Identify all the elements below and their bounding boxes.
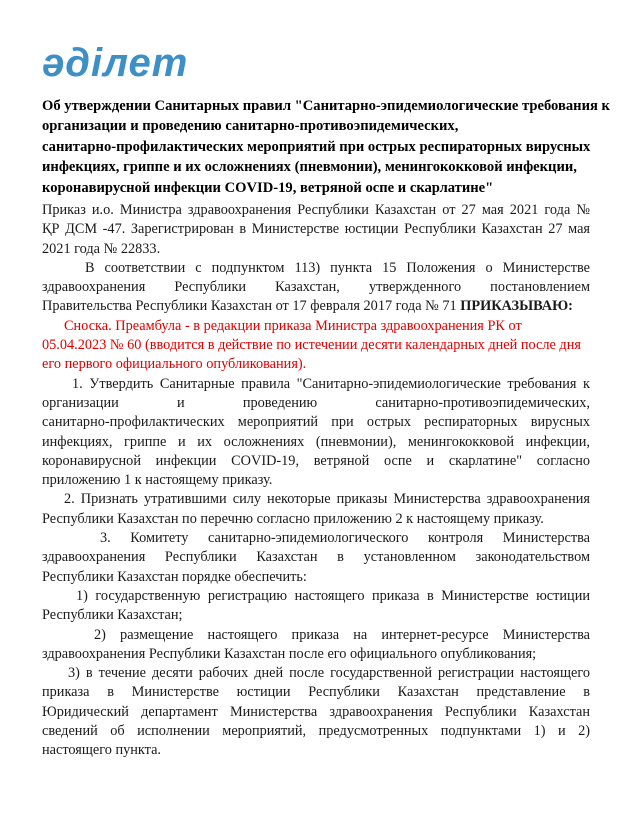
footnote-line: Сноска. Преамбула - в редакции приказа Министра здравоохранения РК от xyxy=(64,317,522,334)
order-info-line: ҚР ДСМ -47. Зарегистрирован в Министерстве юстиции Республики Казахстан 27 мая xyxy=(42,221,590,238)
subitem-2-line: здравоохранения Республики Казахстан после его официального опубликования; xyxy=(42,645,537,662)
subitem-3 xyxy=(42,664,590,760)
subitem-1-line: 1) государственную регистрацию настоящего приказа в Министерстве юстиции xyxy=(76,587,590,604)
item-1-line: организации и проведению санитарно-противоэпидемических, xyxy=(42,394,590,411)
item-1-line: приложению 1 к настоящему приказу. xyxy=(42,472,273,489)
title-line: инфекциях, гриппе и их осложнениях (пневмонии), менингококковой инфекции, xyxy=(42,159,577,176)
subitem-3-line: 3) в течение десяти рабочих дней после государственной регистрации настоящего xyxy=(68,665,590,682)
document-title xyxy=(42,96,610,198)
item-3-line: 3. Комитету санитарно-эпидемиологического контроля Министерства xyxy=(100,530,590,547)
item-1 xyxy=(42,375,590,491)
preamble-line: В соответствии с подпунктом 113) пункта 15 Положения о Министерстве xyxy=(85,259,590,276)
subitem-2 xyxy=(42,626,590,665)
footnote-line: 05.04.2023 № 60 (вводится в действие по истечении десяти календарных дней после дня xyxy=(42,337,581,354)
item-1-line: санитарно-профилактических мероприятий при острых респираторных вирусных xyxy=(42,414,590,431)
adilet-logo xyxy=(42,38,188,88)
preamble-line: Правительства Республики Казахстан от 17 февраля 2017 года № 71 xyxy=(42,298,457,315)
subitem-1-line: Республики Казахстан; xyxy=(42,607,183,624)
item-3-line: здравоохранения Республики Казахстан в установленном законодательством xyxy=(42,549,590,566)
subitem-1 xyxy=(42,587,590,626)
logo-text: әділет xyxy=(42,41,189,85)
document-body xyxy=(42,201,590,761)
title-line: Об утверждении Санитарных правил "Санитарно-эпидемиологические требования к xyxy=(42,98,610,114)
subitem-2-line: 2) размещение настоящего приказа на интернет-ресурсе Министерства xyxy=(94,626,590,643)
preamble-last-line xyxy=(42,297,590,316)
order-info-line: Приказ и.о. Министра здравоохранения Республики Казахстан от 27 мая 2021 года № xyxy=(42,202,590,218)
footnote-line: его первого официального опубликования). xyxy=(42,356,307,373)
item-1-line: инфекциях, гриппе и их осложнениях (пневмонии), менингококковой инфекции, xyxy=(42,433,590,450)
order-info-line: 2021 года № 22833. xyxy=(42,240,161,257)
item-3 xyxy=(42,529,590,587)
preamble xyxy=(42,259,590,317)
item-2-line: 2. Признать утратившими силу некоторые приказы Министерства здравоохранения xyxy=(64,491,590,508)
title-line: организации и проведению санитарно-противоэпидемических, xyxy=(42,118,459,135)
title-line: коронавирусной инфекции COVID-19, ветряной оспе и скарлатине" xyxy=(42,179,494,196)
item-2-line: Республики Казахстан по перечню согласно приложению 2 к настоящему приказу. xyxy=(42,510,544,527)
subitem-3-line: приказа в Министерстве юстиции Республики Казахстан представление в xyxy=(42,684,590,701)
footnote xyxy=(42,317,590,375)
orders-word: ПРИКАЗЫВАЮ: xyxy=(460,298,573,315)
order-info xyxy=(42,201,590,259)
title-line: санитарно-профилактических мероприятий при острых респираторных вирусных xyxy=(42,138,591,155)
item-1-line: коронавирусной инфекции COVID-19, ветряной оспе и скарлатине" согласно xyxy=(42,452,590,469)
item-3-line: Республики Казахстан порядке обеспечить: xyxy=(42,568,307,585)
item-1-line: 1. Утвердить Санитарные правила "Санитарно-эпидемиологические требования к xyxy=(72,375,590,392)
item-2 xyxy=(42,490,590,529)
subitem-3-line: настоящего пункта. xyxy=(42,742,161,759)
subitem-3-line: Юридический департамент Министерства здравоохранения Республики Казахстан xyxy=(42,703,590,720)
preamble-line: здравоохранения Республики Казахстан, утвержденного постановлением xyxy=(42,279,590,296)
subitem-3-line: сведений об исполнении мероприятий, предусмотренных подпунктами 1) и 2) xyxy=(42,723,590,740)
